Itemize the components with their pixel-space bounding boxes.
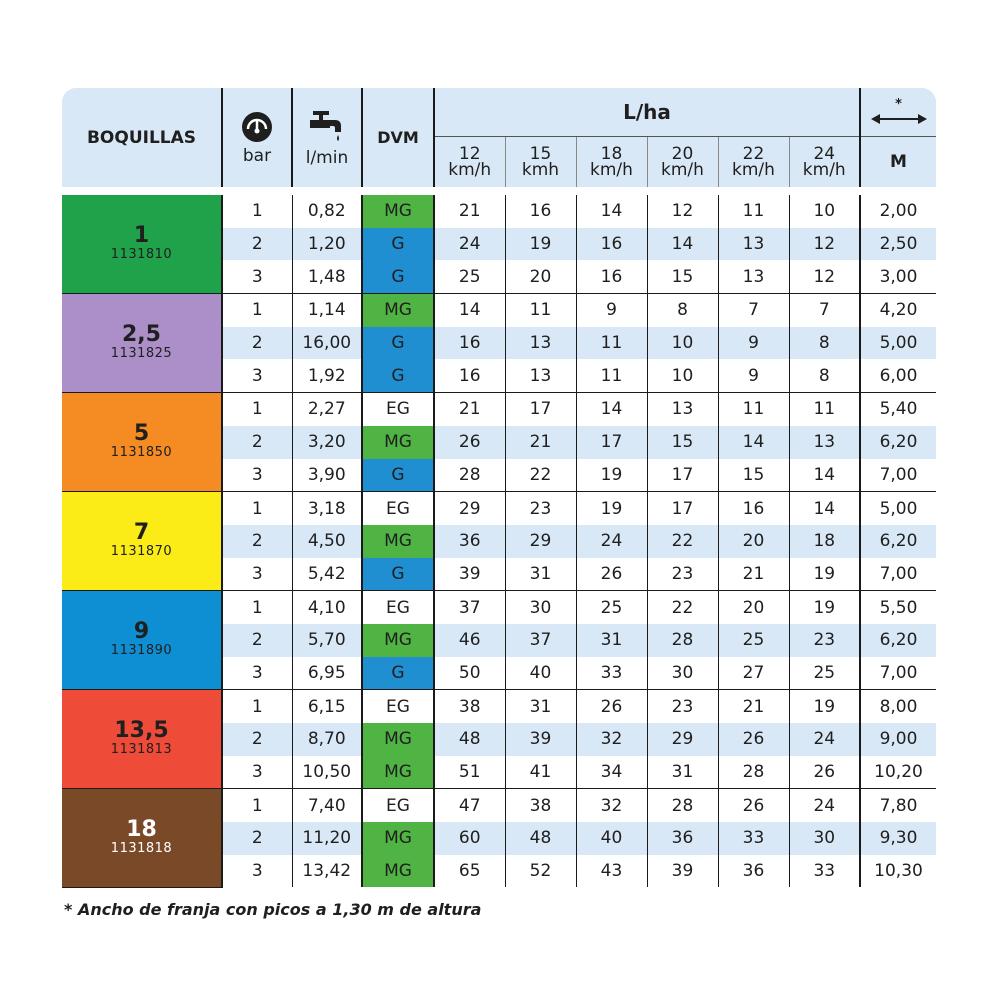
lmin-cell: 5,70 (292, 624, 362, 657)
nozzle-table (62, 88, 936, 888)
lha-cell: 19 (576, 492, 647, 525)
lmin-cell: 6,15 (292, 690, 362, 723)
lha-cell: 13 (789, 426, 860, 459)
nozzle-code: 1131890 (110, 643, 173, 659)
lha-cell: 46 (434, 624, 505, 657)
header-lmin (292, 88, 362, 191)
lha-cell: 28 (434, 459, 505, 492)
bar-cell: 3 (222, 359, 292, 392)
lha-cell: 18 (789, 525, 860, 558)
nozzle-number: 5 (133, 421, 150, 447)
header-speed-15: 15 kmh (505, 137, 576, 192)
lha-cell: 13 (505, 327, 576, 360)
lha-cell: 21 (434, 393, 505, 426)
dvm-cell: MG (362, 426, 434, 459)
lha-cell: 23 (647, 690, 718, 723)
lha-cell: 12 (789, 228, 860, 261)
width-cell: 6,20 (860, 525, 936, 558)
lha-cell: 26 (718, 723, 789, 756)
lha-cell: 24 (576, 525, 647, 558)
pressure-gauge-icon (240, 110, 274, 144)
header-speed-22: 22 km/h (718, 137, 789, 192)
lha-cell: 31 (647, 756, 718, 789)
lha-cell: 39 (434, 558, 505, 591)
lha-cell: 14 (789, 492, 860, 525)
bar-cell: 1 (222, 690, 292, 723)
lha-cell: 21 (505, 426, 576, 459)
lmin-cell: 1,14 (292, 294, 362, 327)
nozzle-cell (62, 294, 222, 393)
lha-cell: 8 (789, 327, 860, 360)
header-speed-20: 20 km/h (647, 137, 718, 192)
width-cell: 4,20 (860, 294, 936, 327)
nozzle-code: 1131825 (110, 346, 173, 362)
table-row (62, 191, 936, 228)
header-bar (222, 88, 292, 191)
nozzle-code: 1131813 (110, 742, 173, 758)
lha-cell: 22 (505, 459, 576, 492)
lmin-cell: 3,20 (292, 426, 362, 459)
lha-cell: 19 (789, 591, 860, 624)
lha-cell: 26 (789, 756, 860, 789)
header-speed-12: 12 km/h (434, 137, 505, 192)
lha-cell: 17 (505, 393, 576, 426)
width-cell: 7,00 (860, 459, 936, 492)
lha-cell: 36 (718, 855, 789, 888)
lmin-cell: 1,92 (292, 359, 362, 392)
width-cell: 5,50 (860, 591, 936, 624)
lha-cell: 30 (647, 657, 718, 690)
bar-cell: 3 (222, 855, 292, 888)
lha-cell: 36 (434, 525, 505, 558)
nozzle-number: 7 (133, 520, 150, 546)
width-cell: 2,50 (860, 228, 936, 261)
lha-cell: 31 (505, 690, 576, 723)
lha-cell: 33 (576, 657, 647, 690)
dvm-cell: MG (362, 191, 434, 228)
lha-cell: 24 (789, 723, 860, 756)
lha-cell: 47 (434, 789, 505, 822)
lha-cell: 26 (576, 690, 647, 723)
lha-cell: 26 (576, 558, 647, 591)
lmin-cell: 3,90 (292, 459, 362, 492)
lha-cell: 14 (434, 294, 505, 327)
lmin-cell: 16,00 (292, 327, 362, 360)
lha-cell: 51 (434, 756, 505, 789)
lha-cell: 37 (434, 591, 505, 624)
lha-cell: 17 (647, 492, 718, 525)
nozzle-number: 1 (133, 223, 150, 249)
lha-cell: 19 (789, 690, 860, 723)
dvm-cell: MG (362, 294, 434, 327)
width-cell: 9,30 (860, 822, 936, 855)
lha-cell: 12 (789, 260, 860, 293)
lha-cell: 16 (576, 228, 647, 261)
lha-cell: 25 (718, 624, 789, 657)
lha-cell: 11 (718, 191, 789, 228)
lha-cell: 20 (718, 525, 789, 558)
lha-cell: 21 (718, 558, 789, 591)
table-row (62, 393, 936, 426)
lha-cell: 17 (576, 426, 647, 459)
lha-cell: 22 (647, 525, 718, 558)
lha-cell: 19 (789, 558, 860, 591)
width-cell: 8,00 (860, 690, 936, 723)
width-cell: 7,80 (860, 789, 936, 822)
nozzle-number: 13,5 (114, 718, 169, 744)
lha-cell: 34 (576, 756, 647, 789)
lha-cell: 26 (718, 789, 789, 822)
lha-cell: 13 (647, 393, 718, 426)
nozzle-code: 1131810 (110, 247, 173, 263)
lmin-cell: 4,10 (292, 591, 362, 624)
nozzle-number: 2,5 (122, 322, 161, 348)
lha-cell: 14 (789, 459, 860, 492)
nozzle-cell (62, 492, 222, 591)
header-boquillas: BOQUILLAS (62, 88, 222, 191)
lmin-cell: 8,70 (292, 723, 362, 756)
lha-cell: 40 (576, 822, 647, 855)
lha-cell: 38 (505, 789, 576, 822)
lha-cell: 22 (647, 591, 718, 624)
lmin-cell: 2,27 (292, 393, 362, 426)
lha-cell: 43 (576, 855, 647, 888)
bar-cell: 3 (222, 558, 292, 591)
lha-cell: 28 (647, 789, 718, 822)
lha-cell: 13 (505, 359, 576, 392)
width-cell: 10,30 (860, 855, 936, 888)
nozzle-number: 9 (133, 619, 150, 645)
bar-cell: 1 (222, 591, 292, 624)
width-cell: 6,20 (860, 624, 936, 657)
lha-cell: 29 (647, 723, 718, 756)
bar-cell: 2 (222, 822, 292, 855)
lha-cell: 14 (576, 191, 647, 228)
width-cell: 3,00 (860, 260, 936, 293)
table-row (62, 492, 936, 525)
lha-cell: 11 (576, 327, 647, 360)
lha-cell: 28 (718, 756, 789, 789)
lha-cell: 19 (576, 459, 647, 492)
dvm-cell: EG (362, 591, 434, 624)
lha-cell: 10 (647, 359, 718, 392)
lha-cell: 20 (505, 260, 576, 293)
header-star: * (895, 97, 902, 112)
lha-cell: 23 (789, 624, 860, 657)
lha-cell: 39 (505, 723, 576, 756)
nozzle-cell (62, 393, 222, 492)
lha-cell: 52 (505, 855, 576, 888)
lha-cell: 10 (647, 327, 718, 360)
lha-cell: 30 (789, 822, 860, 855)
bar-cell: 1 (222, 789, 292, 822)
width-cell: 9,00 (860, 723, 936, 756)
lha-cell: 60 (434, 822, 505, 855)
dvm-cell: EG (362, 492, 434, 525)
lha-cell: 14 (576, 393, 647, 426)
lha-cell: 11 (505, 294, 576, 327)
nozzle-cell (62, 690, 222, 789)
lha-cell: 20 (718, 591, 789, 624)
lmin-cell: 6,95 (292, 657, 362, 690)
lha-cell: 25 (576, 591, 647, 624)
bar-cell: 3 (222, 657, 292, 690)
lha-cell: 9 (576, 294, 647, 327)
lha-cell: 32 (576, 723, 647, 756)
bar-cell: 1 (222, 191, 292, 228)
dvm-cell: G (362, 459, 434, 492)
lha-cell: 25 (434, 260, 505, 293)
dvm-cell: MG (362, 855, 434, 888)
table-row (62, 591, 936, 624)
lha-cell: 41 (505, 756, 576, 789)
header-m: M (860, 137, 936, 192)
bar-cell: 1 (222, 393, 292, 426)
header-dvm: DVM (362, 88, 434, 191)
table-row (62, 690, 936, 723)
lha-cell: 14 (718, 426, 789, 459)
dvm-cell: EG (362, 789, 434, 822)
lha-cell: 25 (789, 657, 860, 690)
lha-cell: 26 (434, 426, 505, 459)
dvm-cell: G (362, 327, 434, 360)
lha-cell: 40 (505, 657, 576, 690)
dvm-cell: G (362, 228, 434, 261)
lha-cell: 24 (789, 789, 860, 822)
bar-cell: 1 (222, 294, 292, 327)
lha-cell: 14 (647, 228, 718, 261)
bar-cell: 2 (222, 228, 292, 261)
dvm-cell: G (362, 558, 434, 591)
header-speed-18: 18 km/h (576, 137, 647, 192)
header-bar-label: bar (242, 145, 272, 166)
lha-cell: 16 (434, 327, 505, 360)
dvm-cell: G (362, 359, 434, 392)
lha-cell: 7 (789, 294, 860, 327)
lha-cell: 21 (718, 690, 789, 723)
lmin-cell: 1,20 (292, 228, 362, 261)
lha-cell: 17 (647, 459, 718, 492)
width-cell: 10,20 (860, 756, 936, 789)
dvm-cell: G (362, 657, 434, 690)
bar-cell: 2 (222, 525, 292, 558)
lha-cell: 48 (505, 822, 576, 855)
lha-cell: 16 (505, 191, 576, 228)
bar-cell: 1 (222, 492, 292, 525)
lmin-cell: 13,42 (292, 855, 362, 888)
bar-cell: 3 (222, 756, 292, 789)
lha-cell: 33 (718, 822, 789, 855)
width-cell: 6,20 (860, 426, 936, 459)
lha-cell: 65 (434, 855, 505, 888)
lha-cell: 27 (718, 657, 789, 690)
lha-cell: 7 (718, 294, 789, 327)
lha-cell: 38 (434, 690, 505, 723)
lha-cell: 50 (434, 657, 505, 690)
lha-cell: 15 (718, 459, 789, 492)
lha-cell: 15 (647, 426, 718, 459)
width-cell: 2,00 (860, 191, 936, 228)
lha-cell: 16 (434, 359, 505, 392)
lha-cell: 11 (789, 393, 860, 426)
lha-cell: 48 (434, 723, 505, 756)
lha-cell: 8 (789, 359, 860, 392)
faucet-icon (307, 108, 347, 146)
lha-cell: 15 (647, 260, 718, 293)
lha-cell: 33 (789, 855, 860, 888)
lha-cell: 29 (434, 492, 505, 525)
footnote: * Ancho de franja con picos a 1,30 m de altura (64, 900, 482, 919)
bar-cell: 3 (222, 260, 292, 293)
lha-cell: 31 (505, 558, 576, 591)
lha-cell: 19 (505, 228, 576, 261)
lha-cell: 39 (647, 855, 718, 888)
nozzle-cell (62, 191, 222, 294)
nozzle-cell (62, 591, 222, 690)
header-lha: L/ha (434, 88, 860, 137)
width-cell: 6,00 (860, 359, 936, 392)
width-cell: 5,00 (860, 327, 936, 360)
lmin-cell: 7,40 (292, 789, 362, 822)
nozzle-code: 1131818 (110, 841, 173, 857)
lmin-cell: 5,42 (292, 558, 362, 591)
bar-cell: 2 (222, 723, 292, 756)
nozzle-cell (62, 789, 222, 888)
lha-cell: 16 (576, 260, 647, 293)
lmin-cell: 0,82 (292, 191, 362, 228)
lmin-cell: 11,20 (292, 822, 362, 855)
dvm-cell: MG (362, 624, 434, 657)
width-cell: 7,00 (860, 558, 936, 591)
lha-cell: 11 (718, 393, 789, 426)
lha-cell: 13 (718, 228, 789, 261)
dvm-cell: MG (362, 723, 434, 756)
width-cell: 7,00 (860, 657, 936, 690)
dvm-cell: EG (362, 690, 434, 723)
lha-cell: 24 (434, 228, 505, 261)
lha-cell: 8 (647, 294, 718, 327)
lha-cell: 11 (576, 359, 647, 392)
lha-cell: 31 (576, 624, 647, 657)
nozzle-number: 18 (126, 817, 157, 843)
lha-cell: 9 (718, 327, 789, 360)
bar-cell: 2 (222, 327, 292, 360)
lha-cell: 23 (505, 492, 576, 525)
table-row (62, 294, 936, 327)
dvm-cell: EG (362, 393, 434, 426)
lha-cell: 23 (647, 558, 718, 591)
bar-cell: 3 (222, 459, 292, 492)
dvm-cell: G (362, 260, 434, 293)
header-speed-24: 24 km/h (789, 137, 860, 192)
lha-cell: 28 (647, 624, 718, 657)
header-lmin-label: l/min (305, 147, 349, 168)
lmin-cell: 10,50 (292, 756, 362, 789)
nozzle-code: 1131870 (110, 544, 173, 560)
header-width (860, 88, 936, 137)
lha-cell: 32 (576, 789, 647, 822)
nozzle-table-container (62, 88, 936, 888)
bar-cell: 2 (222, 426, 292, 459)
dvm-cell: MG (362, 756, 434, 789)
width-cell: 5,00 (860, 492, 936, 525)
lha-cell: 29 (505, 525, 576, 558)
nozzle-code: 1131850 (110, 445, 173, 461)
lha-cell: 12 (647, 191, 718, 228)
lmin-cell: 3,18 (292, 492, 362, 525)
lha-cell: 13 (718, 260, 789, 293)
bar-cell: 2 (222, 624, 292, 657)
table-row (62, 789, 936, 822)
lha-cell: 36 (647, 822, 718, 855)
dvm-cell: MG (362, 525, 434, 558)
lmin-cell: 1,48 (292, 260, 362, 293)
lha-cell: 16 (718, 492, 789, 525)
double-arrow-icon (869, 112, 929, 126)
lha-cell: 21 (434, 191, 505, 228)
dvm-cell: MG (362, 822, 434, 855)
lha-cell: 9 (718, 359, 789, 392)
lha-cell: 30 (505, 591, 576, 624)
lmin-cell: 4,50 (292, 525, 362, 558)
lha-cell: 10 (789, 191, 860, 228)
lha-cell: 37 (505, 624, 576, 657)
width-cell: 5,40 (860, 393, 936, 426)
